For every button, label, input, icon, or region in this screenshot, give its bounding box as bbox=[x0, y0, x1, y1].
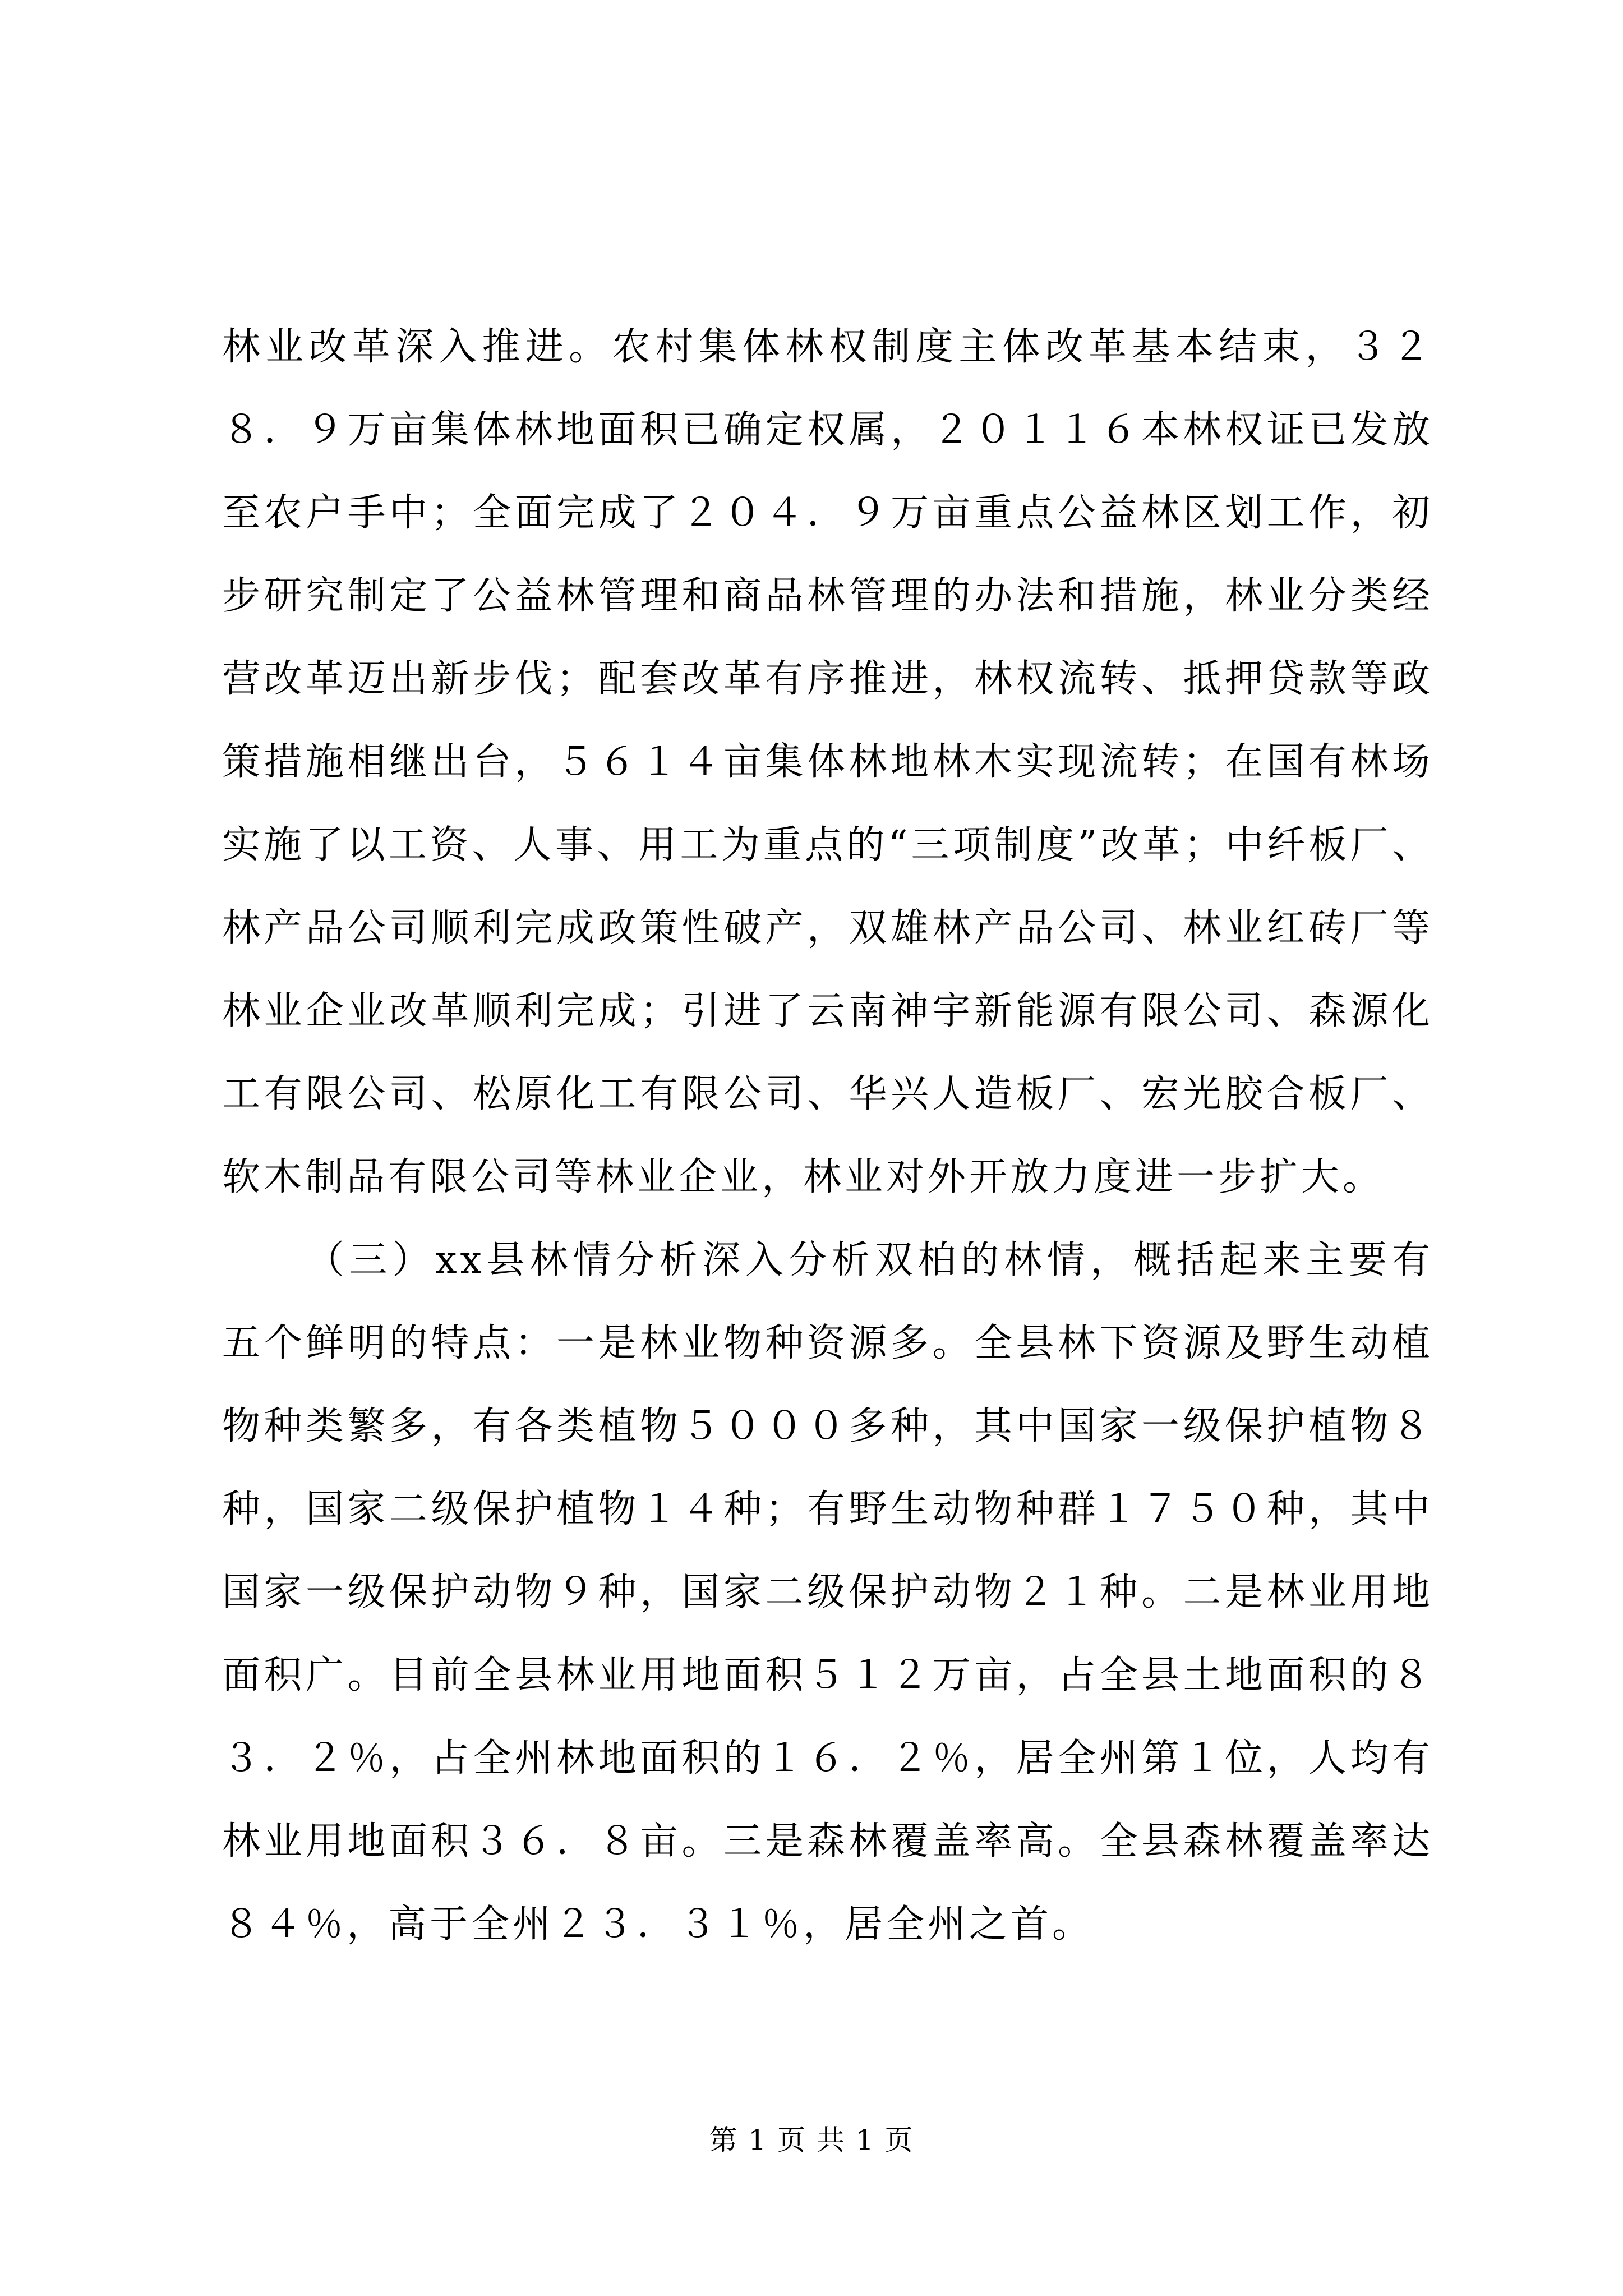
paragraph-forestry-reform: 林业改革深入推进。农村集体林权制度主体改革基本结束，３２８．９万亩集体林地面积已确定权属，２０１１６本林权证已发放至农户手中；全面完成了２０４．９万亩重点公益林区划工作，初步研究制定了公益林管理和商品林管理的办法和措施，林业分类经营改革迈出新步伐；配套改革有序推进，林权流转、抵押贷款等政策措施相继出台，５６１４亩集体林地林木实现流转；在国有林场实施了以工资、人事、用工为重点的“三项制度”改革；中纤板厂、林产品公司顺利完成政策性破产，双雄林产品公司、林业红砖厂等林业企业改革顺利完成；引进了云南神宇新能源有限公司、森源化工有限公司、松原化工有限公司、华兴人造板厂、宏光胶合板厂、软木制品有限公司等林业企业，林业对外开放力度进一步扩大。 bbox=[222, 325, 1433, 1199]
document-body bbox=[222, 306, 1433, 1966]
page-footer: 第 1 页 共 1 页 bbox=[709, 2124, 914, 2156]
paragraph-forest-analysis: （三）xx县林情分析深入分析双柏的林情，概括起来主要有五个鲜明的特点：一是林业物种资源多。全县林下资源及野生动植物种类繁多，有各类植物５０００多种，其中国家一级保护植物８种，国家二级保护植物１４种；有野生动物种群１７５０种，其中国家一级保护动物９种，国家二级保护动物２１种。二是林业用地面积广。目前全县林业用地面积５１２万亩，占全县土地面积的８３．２％，占全州林地面积的１６．２％，居全州第１位，人均有林业用地面积３６．８亩。三是森林覆盖率高。全县森林覆盖率达８４％，高于全州２３．３１％，居全州之首。 bbox=[222, 1238, 1433, 1947]
